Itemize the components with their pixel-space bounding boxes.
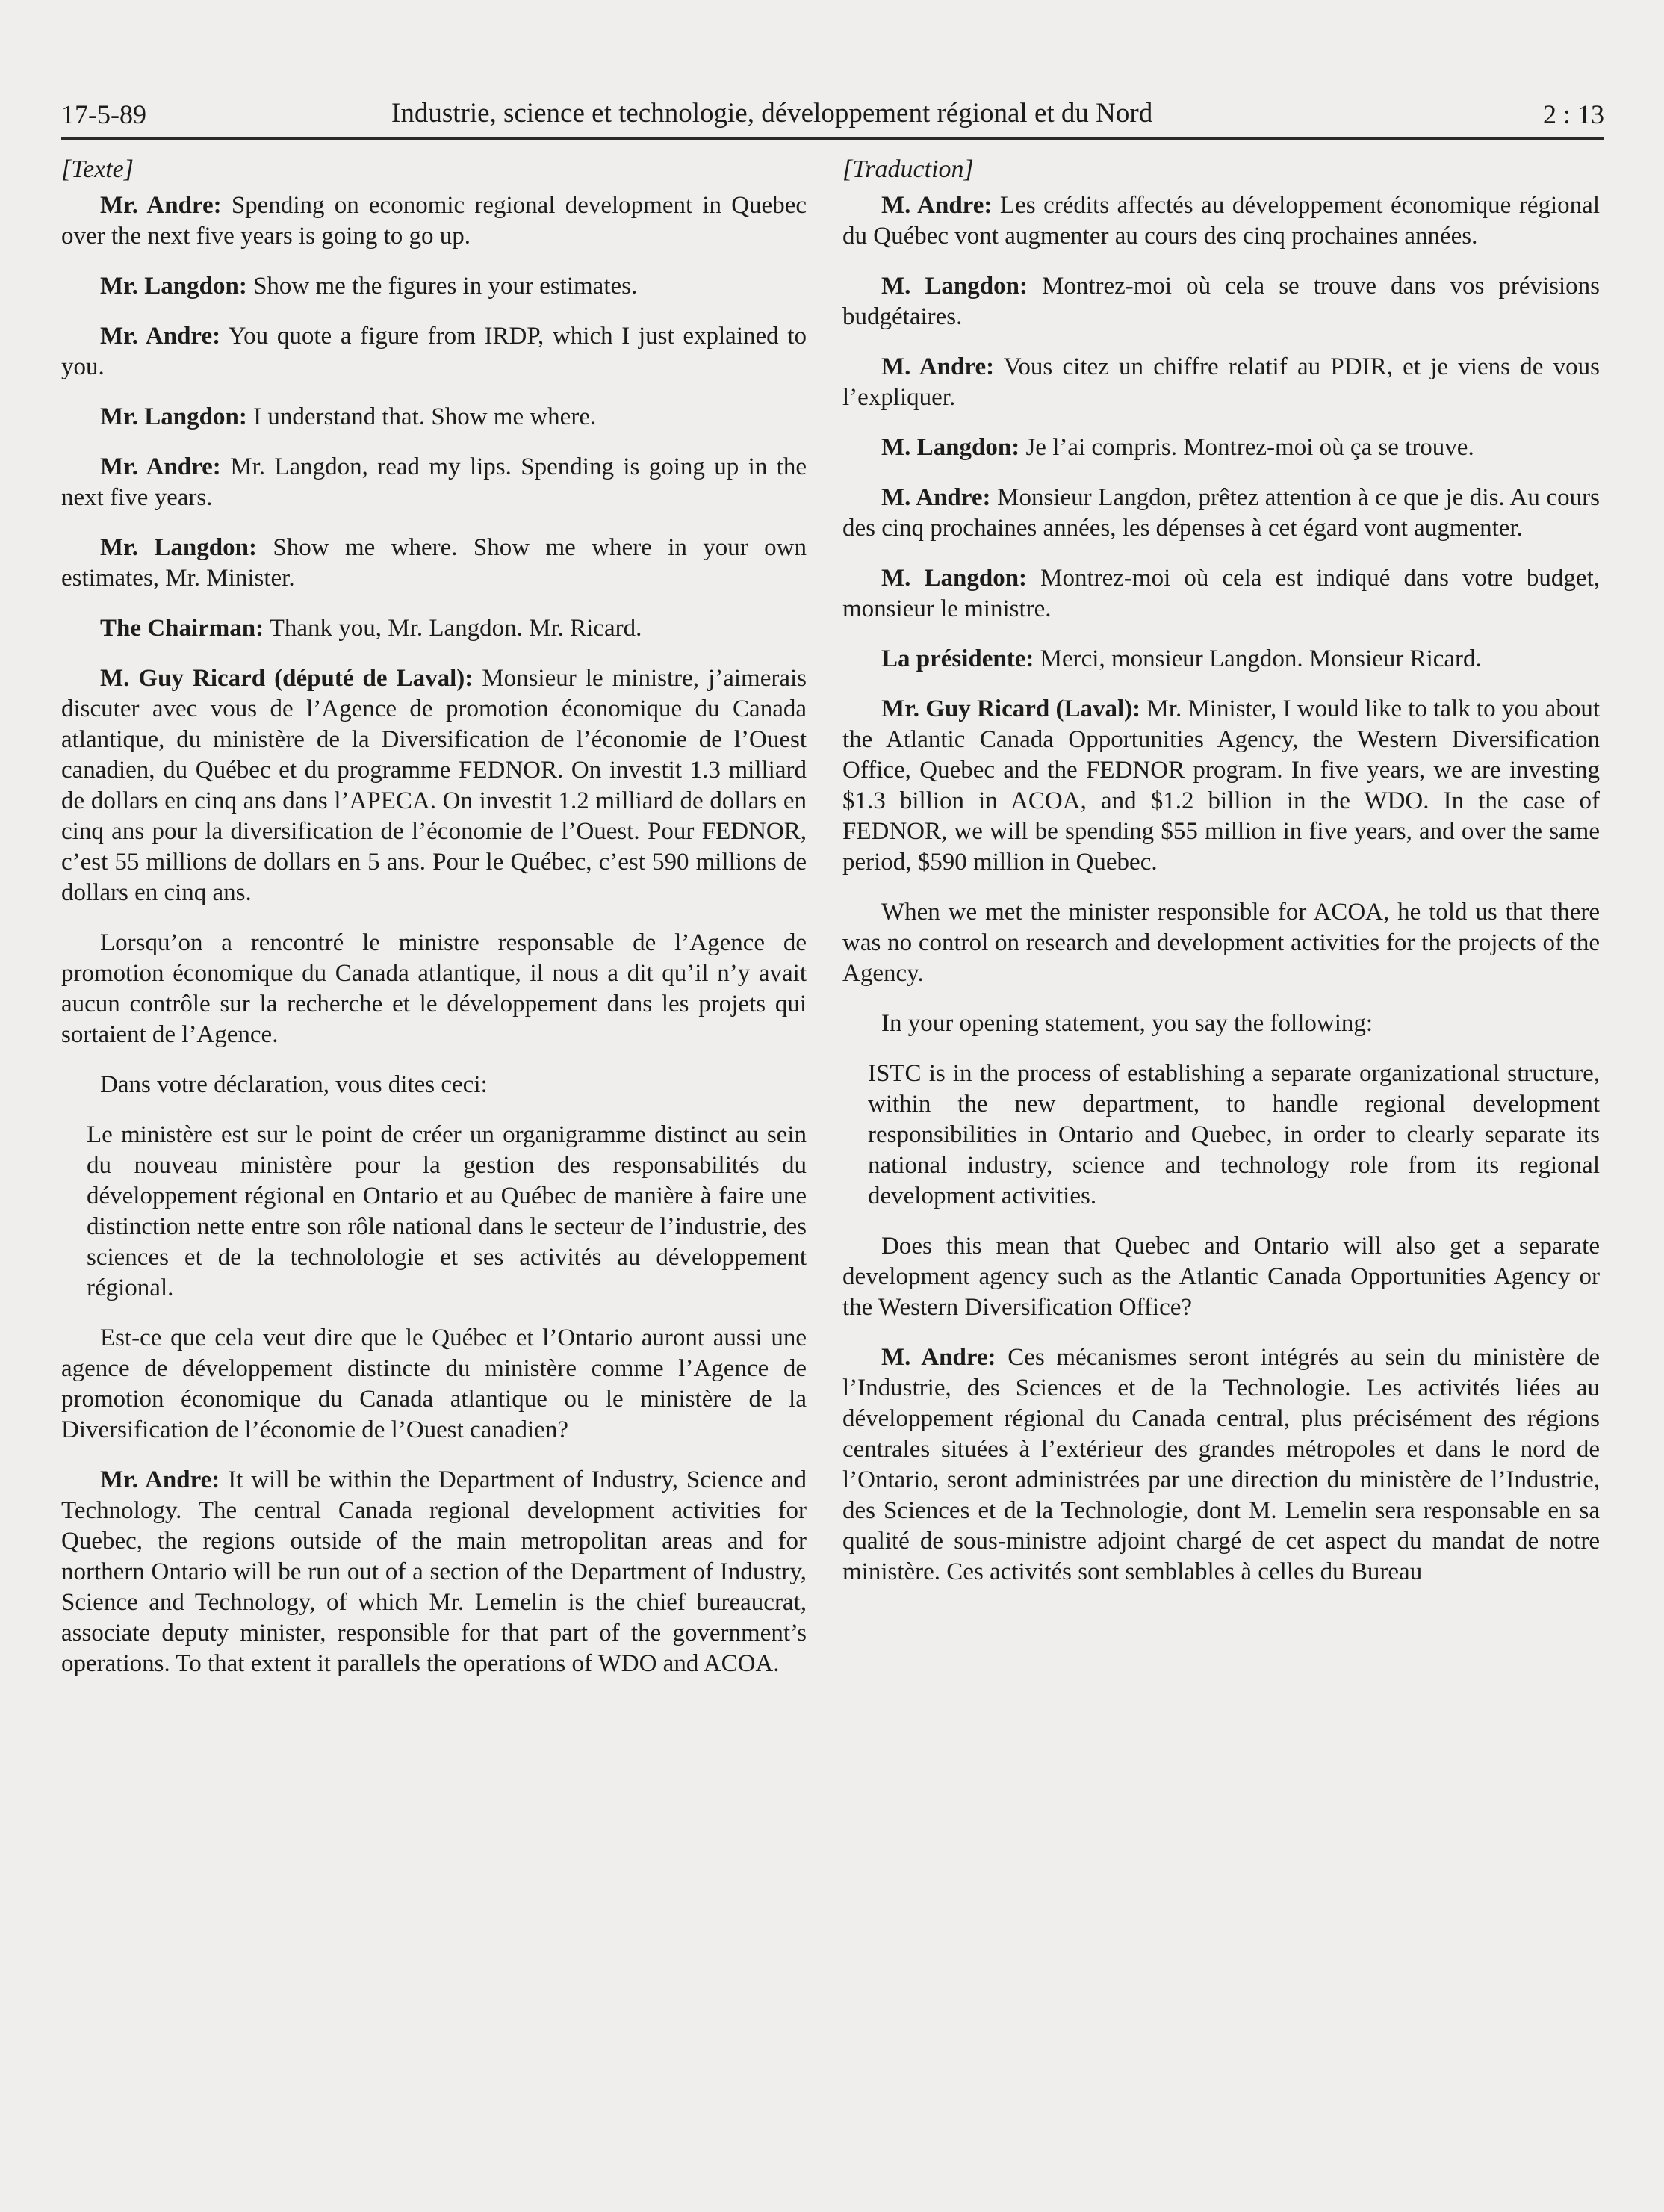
speech-text: Mr. Langdon, read my lips. Spending is going up in the next five years. (61, 453, 807, 511)
speech-text: It will be within the Department of Industry, Science and Technology. The central Canada regional development activities for Quebec, the regions outside of the main metropolitan areas and for northern Ontario will be run out of a section of the Department of Industry, Science and Technology, of which Mr. Lemelin is the chief bureaucrat, associate deputy minister, responsible for that part of the government’s operations. To that extent it parallels the operations of WDO and ACOA. (61, 1466, 807, 1677)
speech-text: Spending on economic regional development in Quebec over the next five years is going to go up. (61, 192, 807, 250)
paragraph (842, 1231, 1600, 1323)
paragraph (842, 563, 1600, 625)
paragraph (842, 644, 1600, 675)
speaker-name: Mr. Langdon: (100, 273, 247, 300)
speech-text: I understand that. Show me where. (246, 403, 597, 430)
speaker-name: M. Andre: (881, 1344, 996, 1371)
speech-text: You quote a figure from IRDP, which I just explained to you. (61, 323, 807, 380)
speaker-name: M. Andre: (881, 353, 995, 380)
speech-text: Vous citez un chiffre relatif au PDIR, et je viens de vous l’expliquer. (842, 353, 1600, 411)
speech-text: Show me the figures in your estimates. (246, 273, 638, 300)
speech-text: Est-ce que cela veut dire que le Québec et l’Ontario auront aussi une agence de développement distincte du ministère comme l’Agence de promotion économique du Canada atlantique ou le ministère de la Diversification de l’économie de l’Ouest canadien? (61, 1325, 807, 1443)
paragraph (842, 1009, 1600, 1039)
paragraph (842, 694, 1600, 878)
speech-text: Mr. Minister, I would like to talk to you about the Atlantic Canada Opportunities Agency, the Western Diversification Office, Quebec and the FEDNOR program. In five years, we are investing $1.3 billion in ACOA, and $1.2 billion in the WDO. In the case of FEDNOR, we will be spending $55 million in five years, and over the same period, $590 million in Quebec. (842, 695, 1600, 876)
speech-text: In your opening statement, you say the following: (881, 1010, 1373, 1037)
speech-text: Ces mécanismes seront intégrés au sein du ministère de l’Industrie, des Sciences et de la Technologie. Les activités liées au développement régional du Canada central, plus précisément des régions centrales situées à l’extérieur des grandes métropoles et dans le nord de l’Ontario, seront administrées par une direction du ministère de l’Industrie, des Sciences et de la Technologie, dont M. Lemelin sera responsable en sa qualité de sous-ministre adjoint chargé de cet aspect du mandat de notre ministère. Ces activités sont semblables à celles du Bureau (842, 1344, 1600, 1585)
speech-text: Les crédits affectés au développement économique régional du Québec vont augmenter au cours des cinq prochaines années. (842, 192, 1600, 250)
left-column-english-original (61, 154, 807, 1699)
speaker-name: Mr. Andre: (100, 1466, 220, 1493)
paragraph (842, 352, 1600, 413)
speech-text: Show me where. Show me where in your own estimates, Mr. Minister. (61, 534, 807, 592)
speech-text: Monsieur le ministre, j’aimerais discuter avec vous de l’Agence de promotion économique du Canada atlantique, du ministère de la Diversification de l’économie de l’Ouest canadien, du Québec et du programme FEDNOR. On investit 1.3 milliard de dollars en cinq ans dans l’APECA. On investit 1.2 milliard de dollars en cinq ans pour la diversification de l’économie de l’Ouest. Pour FEDNOR, c’est 55 millions de dollars en 5 ans. Pour le Québec, c’est 590 millions de dollars en cinq ans. (61, 665, 807, 906)
speech-text: Dans votre déclaration, vous dites ceci: (100, 1071, 488, 1098)
speaker-name: Mr. Andre: (100, 323, 221, 350)
paragraph (61, 190, 807, 252)
speech-text: When we met the minister responsible for ACOA, he told us that there was no control on research and development activities for the projects of the Agency. (842, 899, 1600, 987)
speech-text: Lorsqu’on a rencontré le ministre responsable de l’Agence de promotion économique du Canada atlantique, il nous a dit qu’il n’y avait aucun contrôle sur la recherche et le développement dans les projets qui sortaient de l’Agence. (61, 929, 807, 1048)
speaker-name: M. Langdon: (881, 434, 1020, 461)
speaker-name: The Chairman: (100, 615, 264, 642)
paragraph (61, 321, 807, 382)
speech-text: Le ministère est sur le point de créer un organigramme distinct au sein du nouveau ministère pour la gestion des responsabilités du développement régional en Ontario et au Québec de manière à faire une distinction nette entre son rôle national dans le secteur de l’industrie, des sciences et de la technolologie et ses activités au développement régional. (87, 1121, 807, 1301)
speech-text: Montrez-moi où cela est indiqué dans votre budget, monsieur le ministre. (842, 565, 1600, 622)
paragraph (842, 897, 1600, 989)
paragraph (61, 613, 807, 644)
column-heading: [Traduction] (842, 155, 974, 183)
paragraph (842, 190, 1600, 252)
speech-text: Je l’ai compris. Montrez-moi où ça se trouve. (1019, 434, 1474, 461)
paragraph (842, 483, 1600, 544)
speaker-name: Mr. Andre: (100, 453, 221, 480)
speech-text: Monsieur Langdon, prêtez attention à ce que je dis. Au cours des cinq prochaines années, les dépenses à cet égard vont augmenter. (842, 484, 1600, 542)
quoted-statement (842, 1059, 1600, 1212)
paragraph (61, 533, 807, 594)
header-date: 17-5-89 (61, 99, 146, 129)
paragraph (842, 433, 1600, 463)
paragraph (61, 663, 807, 908)
speech-text: Thank you, Mr. Langdon. Mr. Ricard. (264, 615, 642, 642)
paragraph (61, 1465, 807, 1679)
speech-text: Does this mean that Quebec and Ontario will also get a separate development agency such as the Atlantic Canada Opportunities Agency or the Western Diversification Office? (842, 1233, 1600, 1321)
header-page-number: 2 : 13 (1542, 99, 1604, 129)
speaker-name: La présidente: (881, 645, 1034, 672)
speaker-name: M. Andre: (881, 192, 993, 219)
paragraph (61, 452, 807, 513)
paragraph (61, 402, 807, 433)
quoted-statement (61, 1120, 807, 1304)
speaker-name: Mr. Langdon: (100, 534, 257, 561)
paragraph (842, 271, 1600, 332)
paragraph (842, 1342, 1600, 1587)
paragraph (61, 928, 807, 1050)
speaker-name: M. Langdon: (881, 565, 1028, 592)
speaker-name: Mr. Andre: (100, 192, 222, 219)
speaker-name: M. Andre: (881, 484, 991, 511)
speaker-name: Mr. Langdon: (100, 403, 247, 430)
speaker-name: M. Guy Ricard (député de Laval): (100, 665, 474, 692)
header-title: Industrie, science et technologie, développement régional et du Nord (391, 98, 1153, 128)
speech-text: ISTC is in the process of establishing a separate organizational structure, within the new department, to handle regional development responsibilities in Ontario and Quebec, in order to clearly separate its national industry, science and technology role from its regional development activities. (868, 1060, 1600, 1209)
speaker-name: Mr. Guy Ricard (Laval): (881, 695, 1141, 722)
speech-text: Montrez-moi où cela se trouve dans vos prévisions budgétaires. (842, 273, 1600, 330)
paragraph (61, 1070, 807, 1100)
speech-text: Merci, monsieur Langdon. Monsieur Ricard. (1034, 645, 1482, 672)
paragraph (61, 1323, 807, 1446)
right-column-translation (842, 154, 1600, 1607)
paragraph (61, 271, 807, 302)
column-heading: [Texte] (61, 155, 134, 183)
page-header (61, 96, 1604, 140)
speaker-name: M. Langdon: (881, 273, 1028, 300)
